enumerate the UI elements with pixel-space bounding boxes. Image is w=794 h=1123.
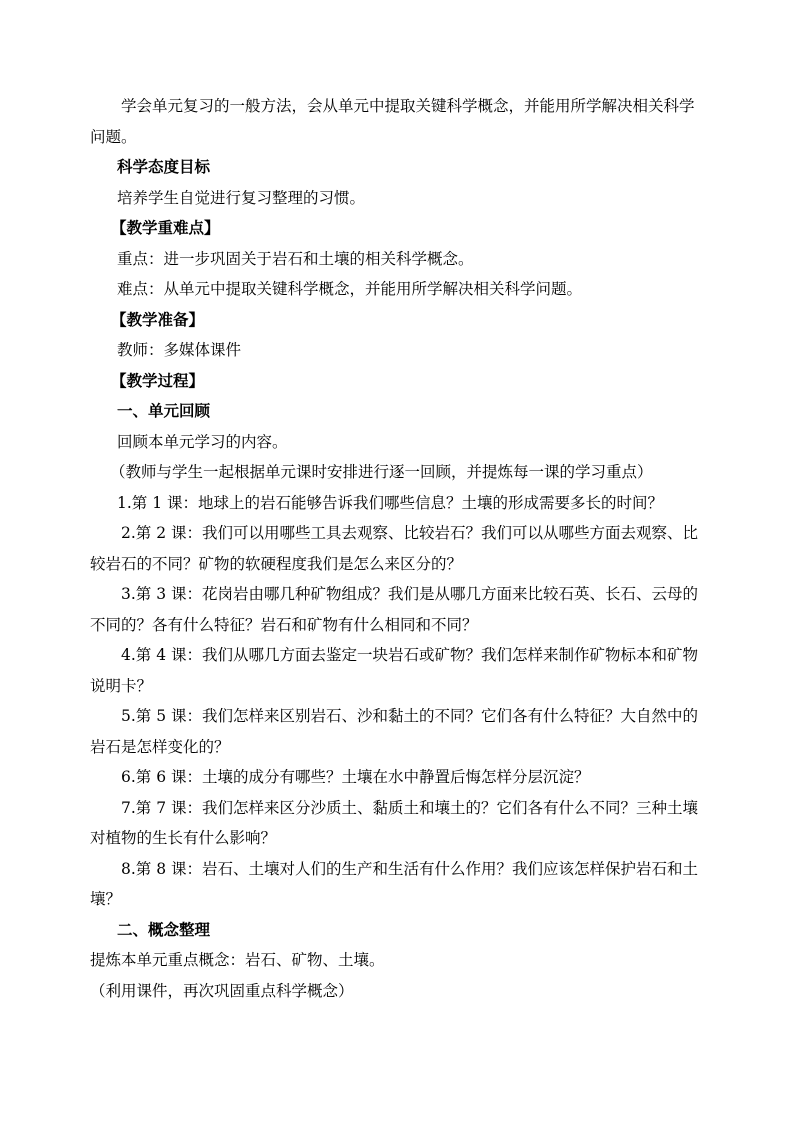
heading-preparation: 【教学准备】 bbox=[111, 309, 205, 329]
paragraph-teacher-prep: 教师：多媒体课件 bbox=[117, 341, 242, 359]
paragraph-difficult-point: 难点：从单元中提取关键科学概念，并能用所学解决相关科学问题。 bbox=[117, 280, 583, 298]
paragraph-review-note: （教师与学生一起根据单元课时安排进行逐一回顾，并提炼每一课的学习重点） bbox=[110, 463, 653, 481]
heading-key-points: 【教学重难点】 bbox=[111, 218, 220, 237]
paragraph-key-point: 重点：进一步巩固关于岩石和土壤的相关科学概念。 bbox=[117, 249, 474, 268]
heading-unit-review: 一、单元回顾 bbox=[117, 401, 211, 420]
paragraph-concept-note: （利用课件，再次巩固重点科学概念） bbox=[90, 981, 354, 1000]
lesson-item-6: 6.第 6 课：土壤的成分有哪些？土壤在水中静置后悔怎样分层沉淀？ bbox=[121, 768, 590, 786]
document-body bbox=[90, 91, 702, 1006]
heading-concept-summary: 二、概念整理 bbox=[117, 919, 211, 939]
lesson-item-2: 2.第 2 课：我们可以用哪些工具去观察、比较岩石？我们可以从哪些方面去观察、比较岩石的不同？矿物的软硬程度我们是怎么来区分的？ bbox=[90, 524, 699, 573]
lesson-item-7: 7.第 7 课：我们怎样来区分沙质土、黏质土和壤土的？它们各有什么不同？三种土壤对植物的生长有什么影响？ bbox=[90, 798, 699, 847]
paragraph-skill-goal: 学会单元复习的一般方法，会从单元中提取关键科学概念，并能用所学解决相关科学问题。 bbox=[90, 97, 695, 146]
lesson-item-1: 1.第 1 课：地球上的岩石能够告诉我们哪些信息？土壤的形成需要多长的时间？ bbox=[117, 493, 664, 512]
lesson-item-3: 3.第 3 课：花岗岩由哪几种矿物组成？我们是从哪几方面来比较石英、长石、云母的不同的？各有什么特征？岩石和矿物有什么相同和不同？ bbox=[90, 585, 699, 634]
lesson-item-8: 8.第 8 课：岩石、土壤对人们的生产和生活有什么作用？我们应该怎样保护岩石和土壤？ bbox=[90, 859, 699, 908]
paragraph-attitude-goal: 培养学生自觉进行复习整理的习惯。 bbox=[117, 188, 366, 207]
paragraph-key-concepts: 提炼本单元重点概念：岩石、矿物、土壤。 bbox=[90, 951, 385, 969]
lesson-item-4: 4.第 4 课：我们从哪几方面去鉴定一块岩石或矿物？我们怎样来制作矿物标本和矿物说明卡？ bbox=[90, 646, 699, 695]
heading-process: 【教学过程】 bbox=[111, 370, 205, 390]
paragraph-review-intro: 回顾本单元学习的内容。 bbox=[117, 432, 288, 451]
heading-attitude-goal: 科学态度目标 bbox=[117, 157, 211, 176]
lesson-item-5: 5.第 5 课：我们怎样来区别岩石、沙和黏土的不同？它们各有什么特征？大自然中的岩石是怎样变化的？ bbox=[90, 707, 699, 756]
